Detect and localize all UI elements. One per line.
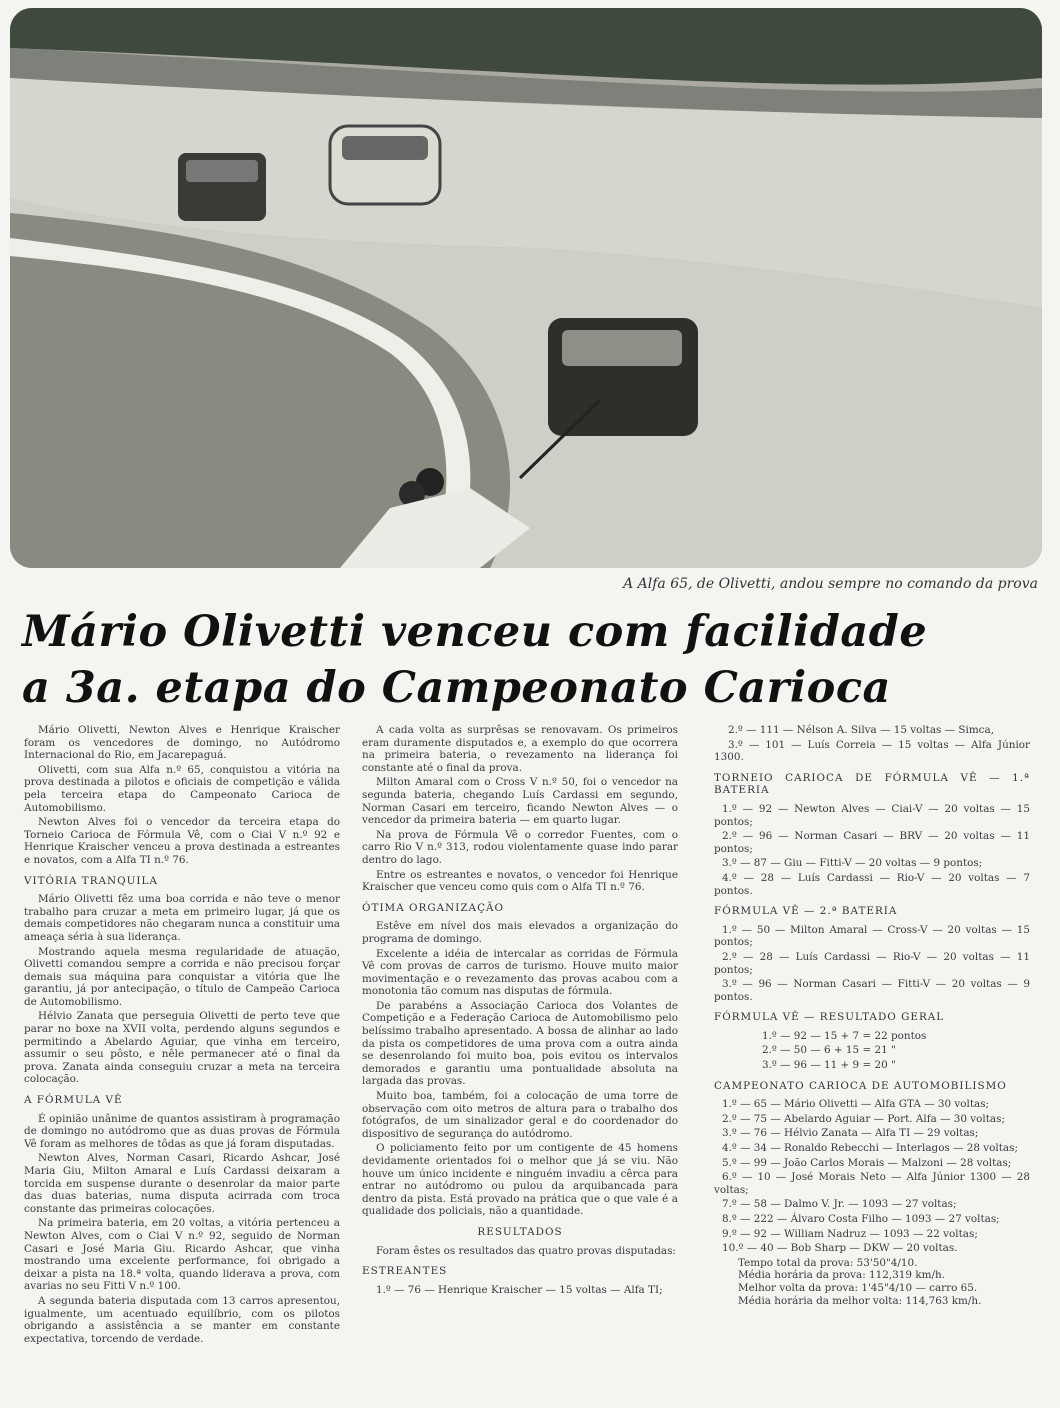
result-line: 2.º — 75 — Abelardo Aguiar — Port. Alfa — 30 voltas;	[722, 1112, 1005, 1125]
result-line: 7.º — 58 — Dalmo V. Jr. — 1093 — 27 voltas;	[722, 1198, 957, 1211]
paragraph: De parabéns a Associação Carioca dos Volantes de Competição e a Federação Carioca de Automobilismo pelo belíssimo trabalho apresentado. A bossa de alinhar ao lado da pista os competidores de uma prova com a outra ainda se desenrolando foi muito boa, pois evitou os intervalos demorados e garantiu uma pontualidade absoluta na largada das provas.	[362, 999, 678, 1088]
result-line: 8.º — 222 — Álvaro Costa Filho — 1093 — 27 voltas;	[722, 1213, 1000, 1225]
race-photo-image	[10, 8, 1042, 568]
paragraph: Mário Olivetti, Newton Alves e Henrique Kraischer foram os vencedores de domingo, no Autódromo Internacional do Rio, em Jacarepaguá.	[24, 724, 340, 762]
paragraph: Hélvio Zanata que perseguia Olivetti de perto teve que parar no boxe na XVII volta, perdendo alguns segundos e permitindo a Abelardo Aguiar, que vinha em terceiro, assumir o seu pôsto, e nêle permanecer até o final da prova. Zanata ainda conseguiu cruzar a meta na terceira colocação.	[24, 1010, 340, 1086]
section-heading: FÓRMULA VÊ — RESULTADO GERAL	[714, 1011, 945, 1024]
section-heading: VITÓRIA TRANQUILA	[24, 874, 158, 887]
result-line: 10.º — 40 — Bob Sharp — DKW — 20 voltas.	[722, 1242, 958, 1255]
result-line: 9.º — 92 — William Nadruz — 1093 — 22 voltas;	[722, 1227, 978, 1240]
paragraph: Estêve em nível dos mais elevados a organização do programa de domingo.	[362, 920, 678, 945]
section-heading: A FÓRMULA VÊ	[24, 1094, 123, 1107]
paragraph: Na primeira bateria, em 20 voltas, a vitória pertenceu a Newton Alves, com o Ciai V n.º 92, seguido de Norman Casari e José Maria Giu. Ricardo Ashcar, que vinha mostrando uma excelente performance, foi obrigado a deixar a pista na 18.ª volta, quando liderava a prova, com avarias no seu Fitti V n.º 100.	[24, 1217, 340, 1293]
result-line: 1.º — 50 — Milton Amaral — Cross-V — 20 voltas — 15 pontos;	[714, 923, 1030, 949]
result-line: 3.º — 87 — Giu — Fitti-V — 20 voltas — 9 pontos;	[722, 857, 983, 870]
results-list-bateria-2	[714, 924, 1030, 1004]
section-heading: ÓTIMA ORGANIZAÇÃO	[362, 901, 505, 914]
race-stat: Tempo total da prova: 53'50"4/10.	[738, 1256, 918, 1269]
article-column-2	[362, 724, 678, 1298]
race-photo	[10, 8, 1042, 568]
section-heading: ESTREANTES	[362, 1265, 448, 1278]
paragraph: Newton Alves foi o vencedor da terceira etapa do Torneio Carioca de Fórmula Vê, com o Ciai V n.º 92 e Henrique Kraischer venceu a prova destinada a estreantes e novatos, com a Alfa TI n.º 76.	[24, 816, 340, 866]
headline-line-2: a 3a. etapa do Campeonato Carioca	[22, 663, 891, 713]
paragraph: Mário Olivetti fêz uma boa corrida e não teve o menor trabalho para cruzar a meta em primeiro lugar, já que os demais competidores não chegaram nunca a constituir uma ameaça séria à sua liderança.	[24, 893, 340, 943]
result-line: 3.º — 96 — 11 + 9 = 20 "	[762, 1059, 896, 1072]
result-line: 6.º — 10 — José Morais Neto — Alfa Júnior 1300 — 28 voltas;	[714, 1171, 1030, 1196]
paragraph: 1.º — 76 — Henrique Kraischer — 15 voltas — Alfa TI;	[376, 1283, 663, 1296]
headline	[22, 604, 1042, 716]
race-stat: Média horária da prova: 112,319 km/h.	[738, 1269, 945, 1282]
results-list-bateria-1	[714, 803, 1030, 897]
paragraph: Mostrando aquela mesma regularidade de atuação, Olivetti comandou sempre a corrida e não precisou forçar demais sua máquina para conquistar a vitória que lhe garantiu, já por antecipação, o título de Campeão Carioca de Automobilismo.	[24, 945, 340, 1008]
section-heading: FÓRMULA VÊ — 2.ª BATERIA	[714, 905, 898, 918]
results-list-geral	[714, 1030, 1030, 1072]
paragraph: É opinião unânime de quantos assistiram à programação de domingo no autódromo que as duas provas de Fórmula Vê foram as melhores de tôdas as que já foram disputadas.	[24, 1112, 340, 1150]
paragraph: Excelente a idéia de intercalar as corridas de Fórmula Vê com provas de carros de turismo. Houve muito maior movimentação e o revezamento das provas acabou com a monotonia tão comum nas disputas de fórmula.	[362, 947, 678, 998]
article-column-1	[24, 724, 340, 1347]
result-line: 4.º — 28 — Luís Cardassi — Rio-V — 20 voltas — 7 pontos.	[714, 871, 1030, 897]
section-heading: RESULTADOS	[477, 1225, 563, 1238]
result-line: 1.º — 65 — Mário Olivetti — Alfa GTA — 30 voltas;	[722, 1098, 990, 1111]
race-stat: Melhor volta da prova: 1'45"4/10 — carro 65.	[738, 1281, 978, 1294]
result-line: 3.º — 101 — Luís Correia — 15 voltas — Alfa Júnior 1300.	[714, 738, 1030, 764]
result-line: 3.º — 96 — Norman Casari — Fitti-V — 20 voltas — 9 pontos.	[714, 978, 1030, 1003]
result-line: 2.º — 28 — Luís Cardassi — Rio-V — 20 voltas — 11 pontos;	[714, 950, 1030, 976]
headline-line-1: Mário Olivetti venceu com facilidade	[22, 607, 928, 657]
paragraph: Entre os estreantes e novatos, o vencedor foi Henrique Kraischer que venceu como quis com o Alfa TI n.º 76.	[362, 868, 678, 894]
section-heading: TORNEIO CARIOCA DE FÓRMULA VÊ — 1.ª BATERIA	[714, 771, 1030, 797]
race-stat: Média horária da melhor volta: 114,763 km/h.	[738, 1294, 982, 1307]
result-line: 5.º — 99 — João Carlos Morais — Malzoni — 28 voltas;	[722, 1156, 1012, 1169]
result-line: 1.º — 92 — 15 + 7 = 22 pontos	[762, 1029, 927, 1042]
result-line: 2.º — 50 — 6 + 15 = 21 "	[762, 1044, 896, 1057]
paragraph: Newton Alves, Norman Casari, Ricardo Ashcar, José Maria Giu, Milton Amaral e Luís Cardassi deixaram a torcida em suspense durante o desenrolar da maior parte das duas baterias, numa disputa acirrada com troca constante das primeiras colocações.	[24, 1152, 340, 1215]
section-heading: CAMPEONATO CARIOCA DE AUTOMOBILISMO	[714, 1079, 1007, 1092]
paragraph: Foram êstes os resultados das quatro provas disputadas:	[376, 1244, 676, 1257]
paragraph: Muito boa, também, foi a colocação de uma torre de observação com oito metros de altura para o trabalho dos fotógrafos, de um sinalizador geral e do coordenador do dispositivo de segurança do autódromo.	[362, 1090, 678, 1140]
paragraph: O policiamento feito por um contigente de 45 homens devidamente orientados foi o melhor que já se viu. Não houve um único incidente e ninguém invadiu a cêrca para entrar no autódromo ou pulou da arquibancada para dentro da pista. Está provado na prática que o que vale é a qualidade dos policiais, não a quantidade.	[362, 1142, 678, 1218]
result-line: 2.º — 96 — Norman Casari — BRV — 20 voltas — 11 pontos;	[714, 830, 1030, 855]
article-column-3	[714, 724, 1030, 1307]
result-line: 3.º — 76 — Hélvio Zanata — Alfa TI — 29 voltas;	[722, 1127, 979, 1140]
paragraph: Olivetti, com sua Alfa n.º 65, conquistou a vitória na prova destinada a pilotos e oficiais de competição e válida pela terceira etapa do Campeonato Carioca de Automobilismo.	[24, 763, 340, 814]
result-line: 2.º — 111 — Nélson A. Silva — 15 voltas — Simca,	[728, 724, 994, 736]
result-line: 1.º — 92 — Newton Alves — Ciai-V — 20 voltas — 15 pontos;	[714, 802, 1030, 828]
paragraph: Na prova de Fórmula Vê o corredor Fuentes, com o carro Rio V n.º 313, rodou violentamente quase indo parar dentro do lago.	[362, 828, 678, 866]
paragraph: A cada volta as surprêsas se renovavam. Os primeiros eram duramente disputados e, a exemplo do que ocorrera na primeira bateria, o revezamento na liderança foi constante até o final da prova.	[362, 724, 678, 774]
paragraph: A segunda bateria disputada com 13 carros apresentou, igualmente, um acentuado equilíbrio, com os pilotos obrigando a assistência a se manter em constante expectativa, torcendo de verdade.	[24, 1294, 340, 1345]
paragraph: Milton Amaral com o Cross V n.º 50, foi o vencedor na segunda bateria, chegando Luís Cardassi em segundo, Norman Casari em terceiro, ficando Newton Alves — o vencedor da primeira bateria — em quarto lugar.	[362, 776, 678, 827]
results-list-campeonato	[714, 1098, 1030, 1255]
result-line: 4.º — 34 — Ronaldo Rebecchi — Interlagos — 28 voltas;	[722, 1142, 1018, 1155]
photo-caption: A Alfa 65, de Olivetti, andou sempre no comando da prova	[623, 576, 1038, 592]
